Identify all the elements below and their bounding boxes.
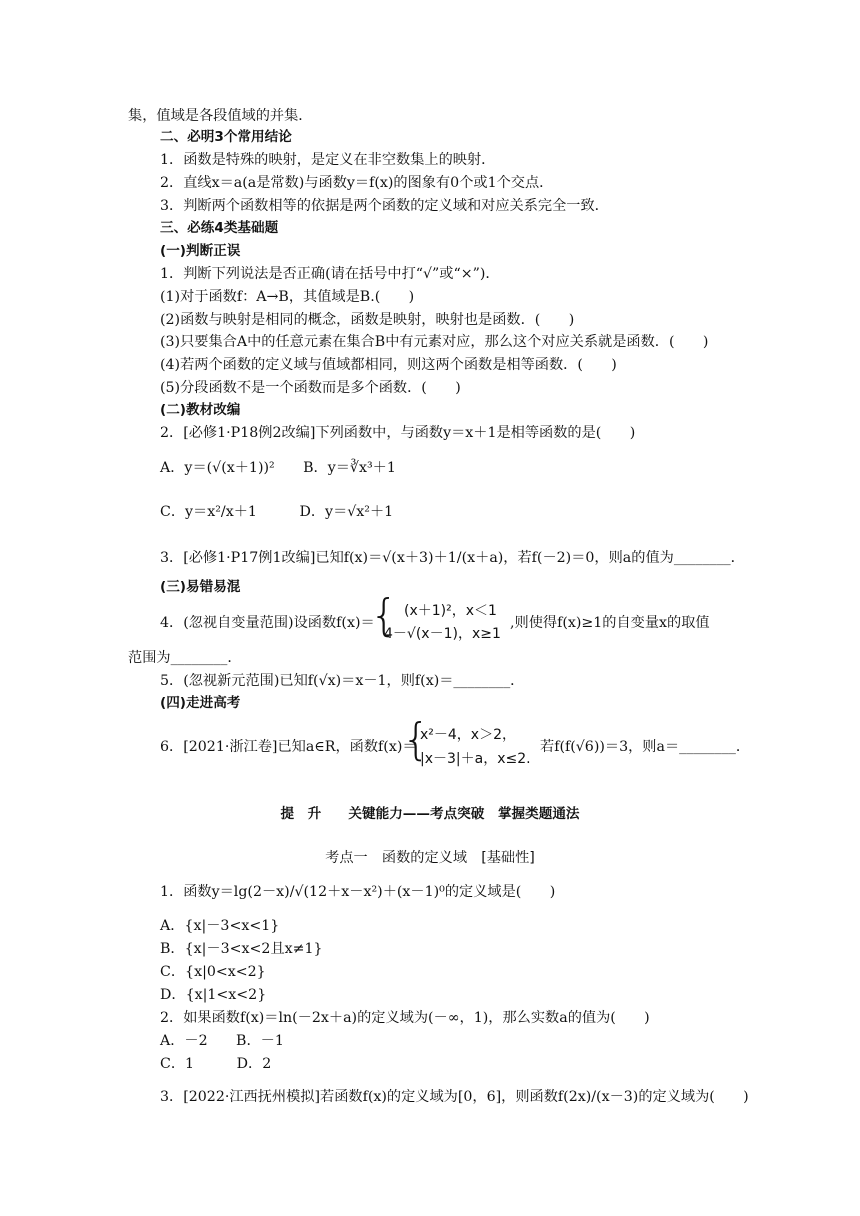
question-6-tail: 若f(f(√6))＝3，则a＝________． — [540, 739, 751, 755]
subsection-judge: (一)判断正误 — [160, 243, 241, 259]
question-2: 2．[必修1·P18例2改编]下列函数中，与函数y＝x＋1是相等函数的是( ) — [160, 425, 636, 441]
problem-1-option-a: A．{x|－3<x<1} — [160, 918, 280, 934]
conclusion-1: 1．函数是特殊的映射，是定义在非空数集上的映射． — [160, 152, 496, 168]
conclusion-3: 3．判断两个函数相等的依据是两个函数的定义域和对应关系完全一致． — [160, 198, 609, 214]
piecewise-brace-2: { — [402, 714, 430, 765]
question-6-piece-1: x²－4，x＞2， — [420, 727, 516, 743]
topic-heading: 考点一 函数的定义域 [基础性] — [325, 850, 535, 866]
problem-1-option-c: C．{x|0<x<2} — [160, 964, 266, 980]
problem-2: 2．如果函数f(x)＝ln(－2x＋a)的定义域为(－∞，1)，那么实数a的值为( ) — [160, 1010, 650, 1026]
problem-2-options-cd: C．1 D．2 — [160, 1056, 272, 1072]
question-1: 1．判断下列说法是否正确(请在括号中打“√”或“×”)． — [160, 266, 500, 282]
question-1-item-2: (2)函数与映射是相同的概念，函数是映射，映射也是函数．( ) — [160, 312, 575, 328]
question-1-item-3: (3)只要集合A中的任意元素在集合B中有元素对应，那么这个对应关系就是函数．( ) — [160, 334, 709, 350]
piecewise-brace: { — [370, 590, 398, 641]
question-4-range: 范围为________． — [128, 650, 242, 666]
question-3: 3．[必修1·P17例1改编]已知f(x)＝√(x＋3)＋1/(x＋a)，若f(－2)＝0，则a的值为________． — [160, 550, 745, 566]
question-4-lead: 4．(忽视自变量范围)设函数f(x)＝ — [160, 615, 375, 631]
problem-1: 1．函数y＝lg(2－x)/√(12＋x－x²)＋(x－1)⁰的定义域是( ) — [160, 884, 556, 900]
problem-3: 3．[2022·江西抚州模拟]若函数f(x)的定义域为[0，6]，则函数f(2x)/(x－3)的定义域为( ) — [160, 1089, 749, 1105]
problem-2-options-ab: A．－2 B．－1 — [160, 1033, 284, 1049]
question-4-tail: ,则使得f(x)≥1的自变量x的取值 — [510, 615, 710, 631]
question-4-piece-1: (x＋1)²，x＜1 — [404, 603, 497, 619]
question-6-piece-2: |x－3|＋a，x≤2. — [420, 751, 531, 767]
intro-continuation: 集，值域是各段值域的并集． — [128, 108, 313, 124]
question-1-item-5: (5)分段函数不是一个函数而是多个函数．( ) — [160, 380, 461, 396]
section-heading-conclusions: 二、必明3个常用结论 — [160, 129, 292, 145]
question-1-item-4: (4)若两个函数的定义域与值域都相同，则这两个函数是相等函数．( ) — [160, 357, 617, 373]
subsection-textbook: (二)教材改编 — [160, 402, 241, 418]
question-6-lead: 6．[2021·浙江卷]已知a∈R，函数f(x)＝ — [160, 739, 417, 755]
problem-1-option-b: B．{x|－3<x<2且x≠1} — [160, 941, 323, 957]
question-2-options-cd: C．y＝x²/x＋1 D．y＝√x²＋1 — [160, 504, 394, 520]
section-heading-exercises: 三、必练4类基础题 — [160, 220, 279, 236]
chapter-title: 提 升 关键能力——考点突破 掌握类题通法 — [280, 806, 580, 822]
subsection-errors: (三)易错易混 — [160, 579, 241, 595]
problem-1-option-d: D．{x|1<x<2} — [160, 987, 267, 1003]
question-2-options-ab: A．y＝(√(x＋1))² B．y＝∛x³＋1 — [160, 460, 396, 476]
conclusion-2: 2．直线x＝a(a是常数)与函数y＝f(x)的图象有0个或1个交点． — [160, 175, 554, 191]
question-4-piece-2: 4－√(x－1)，x≥1 — [384, 626, 501, 642]
subsection-gaokao: (四)走进高考 — [160, 695, 241, 711]
question-1-item-1: (1)对于函数f：A→B，其值域是B.( ) — [160, 289, 415, 305]
question-5: 5．(忽视新元范围)已知f(√x)＝x－1，则f(x)＝________． — [160, 673, 525, 689]
